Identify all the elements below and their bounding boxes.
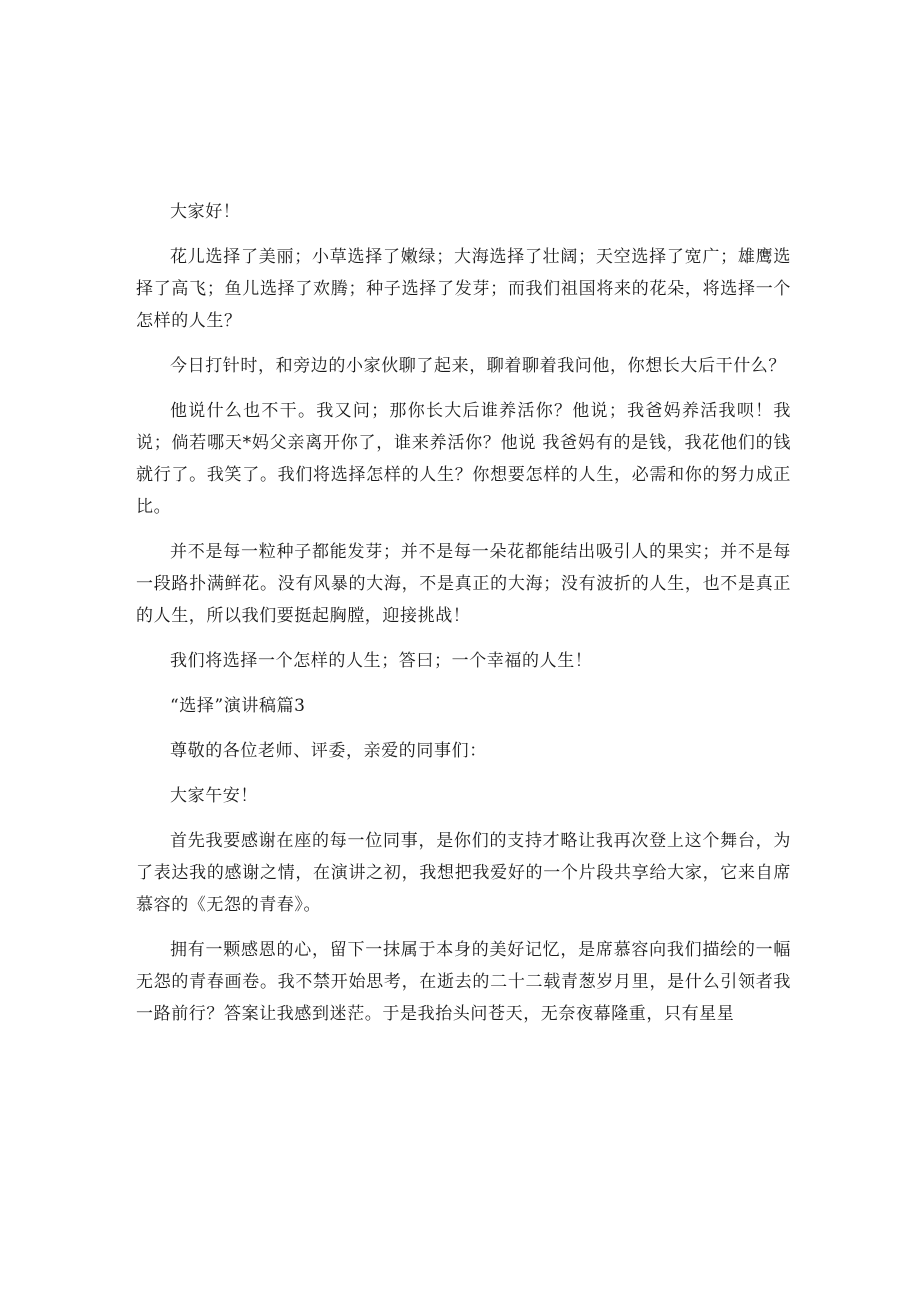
document-page [136,196,791,1043]
greeting-paragraph: 大家午安！ [170,786,258,806]
body-paragraph: 他说什么也不干。我又问；那你长大后谁养活你？他说；我爸妈养活我呗！我说；倘若哪天*妈父亲离开你了，谁来养活你？他说 我爸妈有的是钱，我花他们的钱就行了。我笑了。我们将选择怎样的人生？你想要怎样的人生，必需和你的努力成正比。 [136,401,791,517]
body-paragraph: 花儿选择了美丽；小草选择了嫩绿；大海选择了壮阔；天空选择了宽广；雄鹰选择了高飞；鱼儿选择了欢腾；种子选择了发芽；而我们祖国将来的花朵，将选择一个怎样的人生？ [136,247,791,331]
body-paragraph: 今日打针时，和旁边的小家伙聊了起来，聊着聊着我问他，你想长大后干什么？ [170,356,786,376]
body-paragraph: 并不是每一粒种子都能发芽；并不是每一朵花都能结出吸引人的果实；并不是每一段路扑满鲜花。没有风暴的大海，不是真正的大海；没有波折的人生，也不是真正的人生，所以我们要挺起胸膛，迎接挑战！ [136,542,791,626]
body-paragraph: 拥有一颗感恩的心，留下一抹属于本身的美好记忆，是席慕容向我们描绘的一幅无怨的青春画卷。我不禁开始思考，在逝去的二十二载青葱岁月里，是什么引领者我一路前行？答案让我感到迷茫。于是我抬头问苍天，无奈夜幕隆重，只有星星 [136,940,791,1024]
body-paragraph: 我们将选择一个怎样的人生；答曰；一个幸福的人生！ [170,651,593,671]
body-paragraph: 首先我要感谢在座的每一位同事，是你们的支持才略让我再次登上这个舞台，为了表达我的感谢之情，在演讲之初，我想把我爱好的一个片段共享给大家，它来自席慕容的《无怨的青春》。 [136,831,791,915]
greeting-paragraph: 大家好！ [170,202,241,222]
salutation-paragraph: 尊敬的各位老师、评委，亲爱的同事们： [170,741,487,761]
section-title: “选择”演讲稿篇3 [170,696,306,716]
